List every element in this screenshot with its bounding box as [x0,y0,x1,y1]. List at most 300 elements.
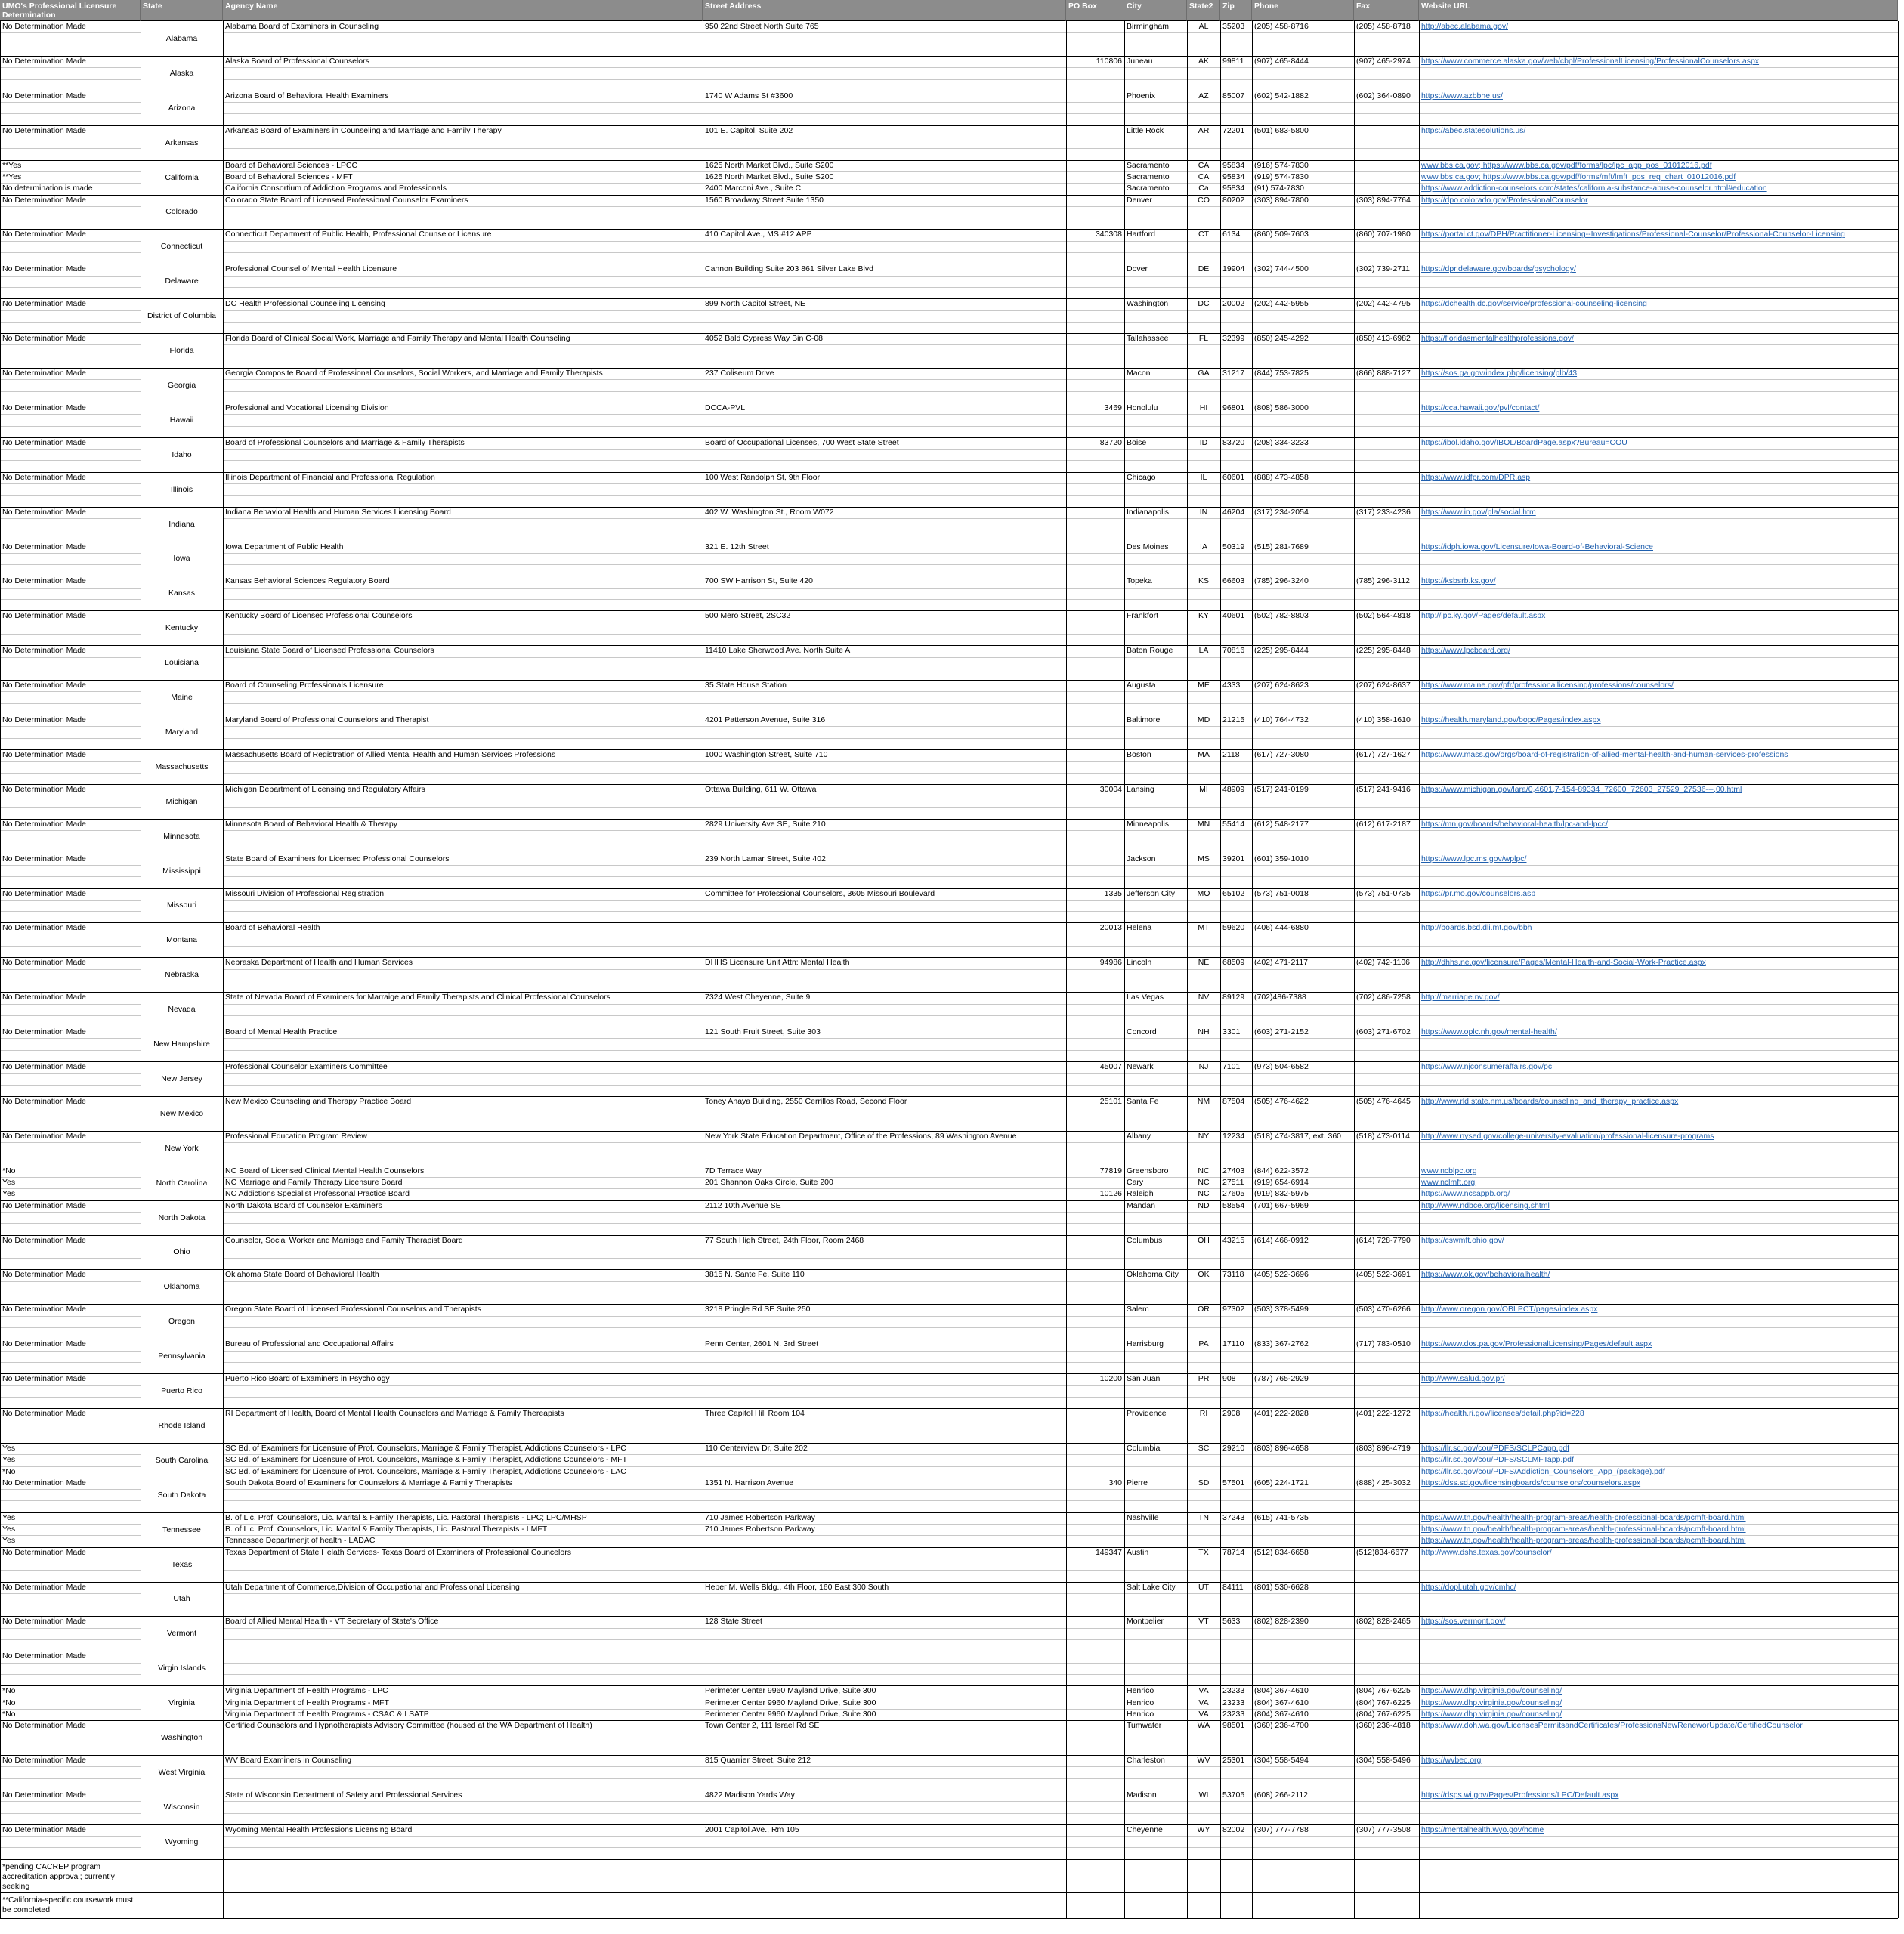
fax-cell: (804) 767-6225 [1356,1686,1411,1696]
website-url-cell[interactable]: http://www.dshs.texas.gov/counselor/ [1421,1547,1552,1557]
zip-cell: 78714 [1222,1547,1245,1557]
fax-cell: (888) 425-3032 [1356,1478,1411,1488]
header-state: State [141,0,223,21]
street-address-cell: Town Center 2, 111 Israel Rd SE [705,1721,820,1731]
street-address-cell: 1625 North Market Blvd., Suite S200 [705,160,834,170]
determination-cell: No Determination Made [2,472,86,482]
zip-cell: 95834 [1222,160,1245,170]
state-code-cell: OR [1198,1305,1210,1315]
website-url-cell[interactable]: http://abec.alabama.gov/ [1421,22,1508,31]
phone-cell: (205) 458-8716 [1254,22,1309,31]
row-divider [0,252,141,253]
state-code-cell: NJ [1198,1062,1209,1071]
agency-name-cell: Massachusetts Board of Registration of Allied Mental Health and Human Services Professions [225,749,556,759]
row-divider [223,1778,1898,1779]
website-url-cell[interactable]: www.bbs.ca.gov; https://www.bbs.ca.gov/pdf/forms/mft/lmft_pos_req_chart_01012016.pdf [1421,171,1736,181]
website-url-cell[interactable]: https://www.idfpr.com/DPR.asp [1421,472,1531,482]
agency-name-cell: Virginia Department of Health Programs - LPC [225,1686,388,1696]
state-code-cell: MI [1199,784,1208,794]
row-divider [223,322,1898,323]
phone-cell: (202) 442-5955 [1254,299,1309,309]
city-cell: Jefferson City [1127,888,1175,898]
row-divider [0,553,141,554]
website-url-cell[interactable]: https://www.maine.gov/pfr/professionallicensing/professions/counselors/ [1421,681,1674,690]
agency-name-cell: NC Marriage and Family Therapy Licensure Board [225,1178,403,1187]
website-url-cell[interactable]: https://www.in.gov/pla/social.htm [1421,507,1536,517]
website-url-cell[interactable]: https://www.lpcboard.org/ [1421,646,1510,656]
row-divider [223,252,1898,253]
zip-cell: 2118 [1222,749,1240,759]
city-cell: Baltimore [1127,715,1161,724]
determination-cell: No Determination Made [2,993,86,1003]
website-url-cell[interactable]: https://cswmft.ohio.gov/ [1421,1235,1504,1245]
row-divider [0,1489,141,1490]
fax-cell: (505) 476-4645 [1356,1096,1411,1106]
agency-name-cell: Nebraska Department of Health and Human Services [225,958,413,968]
determination-cell: No Determination Made [2,1200,86,1210]
row-divider [0,1015,141,1016]
city-cell: Boston [1127,749,1151,759]
website-url-cell[interactable]: https://www.michigan.gov/lara/0,4601,7-154-89334_72600_72603_27529_27536---,00.html [1421,784,1742,794]
state-cell: South Carolina [155,1455,209,1465]
website-url-cell[interactable]: https://www.commerce.alaska.gov/web/cbpl/ProfessionalLicensing/ProfessionalCounselors.aspx [1421,56,1760,66]
state-cell: New York [165,1143,199,1153]
state-cell: Missouri [166,901,197,910]
website-url-cell[interactable]: www.ncblpc.org [1421,1166,1477,1176]
determination-cell: No Determination Made [2,611,86,621]
phone-cell: (515) 281-7689 [1254,542,1309,551]
website-url-cell[interactable]: https://www.azbbhe.us/ [1421,91,1503,100]
determination-cell: No Determination Made [2,1478,86,1488]
state-cell: Georgia [167,380,196,390]
website-url-cell[interactable]: https://dchealth.dc.gov/service/professional-counseling-licensing [1421,299,1647,309]
website-url-cell[interactable]: https://llr.sc.gov/cou/PDFS/SCLPCapp.pdf [1421,1443,1570,1453]
website-url-cell[interactable]: https://floridasmentalhealthprofessions.gov/ [1421,334,1574,344]
agency-name-cell: Board of Allied Mental Health - VT Secretary of State's Office [225,1617,439,1627]
state-code-cell: NH [1198,1027,1210,1037]
phone-cell: (860) 509-7603 [1254,230,1309,239]
city-cell: Sacramento [1127,171,1170,181]
phone-cell: (512) 834-6658 [1254,1547,1309,1557]
row-divider [0,379,141,380]
state-cell: Montana [166,935,197,945]
city-cell: Raleigh [1127,1189,1154,1199]
fax-cell: (405) 522-3691 [1356,1270,1411,1280]
phone-cell: (360) 236-4700 [1254,1721,1309,1731]
website-url-cell[interactable]: https://llr.sc.gov/cou/PDFS/SCLMFTapp.pdf [1421,1455,1574,1465]
phone-cell: (888) 473-4858 [1254,472,1309,482]
po-box-cell: 1335 [1104,888,1122,898]
street-address-cell: 1560 Broadway Street Suite 1350 [705,195,824,205]
determination-cell: No Determination Made [2,542,86,551]
state-cell: North Dakota [158,1213,206,1222]
row-divider [223,206,1898,207]
state-cell: Minnesota [163,831,200,841]
website-url-cell[interactable]: https://www.dhp.virginia.gov/counseling/ [1421,1709,1562,1719]
website-url-cell[interactable]: https://mn.gov/boards/behavioral-health/lpc-and-lpcc/ [1421,819,1608,829]
street-address-cell: 500 Mero Street, 2SC32 [705,611,791,621]
website-url-cell[interactable]: http://www.nysed.gov/college-university-evaluation/professional-licensure-programs [1421,1131,1714,1141]
agency-name-cell: Maryland Board of Professional Counselors and Therapist [225,715,429,724]
website-url-cell[interactable]: https://www.njconsumeraffairs.gov/pc [1421,1062,1553,1071]
website-url-cell[interactable]: https://llr.sc.gov/cou/PDFS/Addiction_Counselors_App_(package).pdf [1421,1466,1665,1476]
group-divider [0,1892,1898,1893]
state-code-cell: DE [1198,264,1210,274]
row-divider [0,1212,141,1213]
row-divider [223,564,1898,565]
agency-name-cell: California Consortium of Addiction Programs and Professionals [225,184,447,193]
city-cell: Denver [1127,195,1152,205]
website-url-cell[interactable]: https://dopl.utah.gov/cmhc/ [1421,1582,1516,1592]
po-box-cell: 3469 [1104,403,1122,412]
street-address-cell: DCCA-PVL [705,403,746,412]
row-divider [0,703,141,704]
website-url-cell[interactable]: https://ibol.idaho.gov/IBOL/BoardPage.aspx?Bureau=COU [1421,437,1627,447]
zip-cell: 25301 [1222,1756,1245,1765]
row-divider [0,1639,141,1640]
fax-cell: (785) 296-3112 [1356,576,1411,586]
row-divider [0,1050,141,1051]
row-divider [223,1015,1898,1016]
state-code-cell: IA [1200,542,1207,551]
city-cell: Newark [1127,1062,1154,1071]
phone-cell: (402) 471-2117 [1254,958,1309,968]
state-code-cell: AL [1198,22,1209,31]
zip-cell: 19904 [1222,264,1245,274]
column-divider [1419,21,1420,1918]
state-cell: West Virginia [158,1767,206,1777]
state-cell: Texas [171,1559,193,1569]
row-divider [223,287,1898,288]
phone-cell: (801) 530-6628 [1254,1582,1309,1592]
row-divider [0,1281,141,1282]
determination-cell: No Determination Made [2,299,86,309]
city-cell: Cheyenne [1127,1824,1163,1834]
phone-cell: (517) 241-0199 [1254,784,1309,794]
determination-cell: No Determination Made [2,1096,86,1106]
row-divider [223,657,1898,658]
phone-cell: (91) 574-7830 [1254,184,1304,193]
website-url-cell[interactable]: https://www.addiction-counselors.com/states/california-substance-abuse-counselor.html#education [1421,184,1767,193]
determination-cell: No Determination Made [2,681,86,690]
determination-cell: No Determination Made [2,369,86,378]
website-url-cell[interactable]: https://www.tn.gov/health/health-program-areas/health-professional-boards/pcmft-board.html [1421,1525,1746,1534]
determination-cell: Yes [2,1525,16,1534]
website-url-cell[interactable]: http://dhhs.ne.gov/licensure/Pages/Mental-Health-and-Social-Work-Practice.aspx [1421,958,1706,968]
state-cell: Nebraska [165,970,199,980]
state-code-cell: DC [1198,299,1210,309]
row-divider [0,657,141,658]
state-code-cell: AZ [1198,91,1209,100]
website-url-cell[interactable]: http://www.rld.state.nm.us/boards/counseling_and_therapy_practice.aspx [1421,1096,1679,1106]
row-divider [223,518,1898,519]
row-divider [223,726,1898,727]
determination-cell: No Determination Made [2,1027,86,1037]
website-url-cell[interactable]: https://abec.statesolutions.us/ [1421,125,1526,135]
city-cell: Washington [1127,299,1169,309]
state-cell: Iowa [173,554,190,564]
row-divider [223,807,1898,808]
row-divider [223,1570,1898,1571]
city-cell: Columbus [1127,1235,1163,1245]
state-code-cell: ME [1198,681,1210,690]
state-cell: Idaho [172,450,192,459]
row-divider [223,79,1898,80]
website-url-cell[interactable]: https://sos.ga.gov/index.php/licensing/plb/43 [1421,369,1578,378]
state-cell: Vermont [166,1629,197,1639]
determination-cell: No Determination Made [2,958,86,968]
street-address-cell: 7324 West Cheyenne, Suite 9 [705,993,811,1003]
row-divider [223,703,1898,704]
state-cell: Arizona [168,103,196,113]
street-address-cell: Three Capitol Hill Room 104 [705,1409,805,1418]
agency-name-cell: Minnesota Board of Behavioral Health & Therapy [225,819,398,829]
row-divider [223,1489,1898,1490]
zip-cell: 27511 [1222,1178,1244,1187]
website-url-cell[interactable]: https://www.doh.wa.gov/LicensesPermitsandCertificates/ProfessionsNewReneworUpdate/CertifiedCounselor [1421,1721,1803,1731]
state-cell: Illinois [170,484,193,494]
agency-name-cell: Board of Behavioral Sciences - MFT [225,171,353,181]
row-divider [223,1351,1898,1352]
street-address-cell: Heber M. Wells Bldg., 4th Floor, 160 East 300 South [705,1582,889,1592]
row-divider [0,599,141,600]
website-url-cell[interactable]: https://www.mass.gov/orgs/board-of-registration-of-allied-mental-health-and-human-services-professions [1421,749,1788,759]
street-address-cell: Board of Occupational Licenses, 700 West State Street [705,437,899,447]
city-cell: Des Moines [1127,542,1169,551]
row-divider [223,32,1898,33]
website-url-cell[interactable]: https://dpr.delaware.gov/boards/psychology/ [1421,264,1576,274]
row-divider [0,344,141,345]
determination-cell: No Determination Made [2,1235,86,1245]
phone-cell: (612) 548-2177 [1254,819,1309,829]
determination-cell: No Determination Made [2,1651,86,1661]
row-divider [0,830,141,831]
street-address-cell: 3218 Pringle Rd SE Suite 250 [705,1305,811,1315]
website-url-cell[interactable]: https://www.dhp.virginia.gov/counseling/ [1421,1686,1562,1696]
determination-cell: No Determination Made [2,715,86,724]
row-divider [0,32,141,33]
row-divider [223,553,1898,554]
fax-cell: (617) 727-1627 [1356,749,1411,759]
determination-cell: Yes [2,1455,16,1465]
zip-cell: 82002 [1222,1824,1245,1834]
agency-name-cell: Board of Counseling Professionals Licensure [225,681,384,690]
website-url-cell[interactable]: http://www.salud.gov.pr/ [1421,1374,1505,1384]
website-url-cell[interactable]: https://idph.iowa.gov/Licensure/Iowa-Board-of-Behavioral-Science [1421,542,1653,551]
agency-name-cell: Missouri Division of Professional Registration [225,888,385,898]
zip-cell: 43215 [1222,1235,1245,1245]
po-box-cell: 20013 [1099,923,1122,933]
website-url-cell[interactable]: https://www.lpc.ms.gov/wplpc/ [1421,854,1527,864]
zip-cell: 12234 [1222,1131,1245,1141]
street-address-cell: 2001 Capitol Ave., Rm 105 [705,1824,799,1834]
agency-name-cell: SC Bd. of Examiners for Licensure of Prof. Counselors, Marriage & Family Therapist, Addictions Counselors - LAC [225,1466,626,1476]
city-cell: Las Vegas [1127,993,1164,1003]
phone-cell: (907) 465-8444 [1254,56,1309,66]
po-box-cell: 149347 [1095,1547,1122,1557]
row-divider [0,1801,141,1802]
state-code-cell: MO [1197,888,1210,898]
row-divider [223,946,1898,947]
agency-name-cell: North Dakota Board of Counselor Examiners [225,1200,382,1210]
row-divider [223,379,1898,380]
row-divider [0,1847,141,1848]
state-code-cell: GA [1198,369,1210,378]
state-cell: Ohio [173,1247,190,1257]
row-divider [223,1038,1898,1039]
street-address-cell: 899 North Capitol Street, NE [705,299,806,309]
zip-cell: 83720 [1222,437,1245,447]
street-address-cell: New York State Education Department, Office of the Professions, 89 Washington Avenue [705,1131,1017,1141]
row-divider [0,900,141,901]
state-code-cell: SD [1198,1478,1210,1488]
phone-cell: (518) 474-3817, ext. 360 [1254,1131,1341,1141]
website-url-cell[interactable]: https://www.dhp.virginia.gov/counseling/ [1421,1698,1562,1707]
row-divider [223,1316,1898,1317]
fax-cell: (866) 888-7127 [1356,369,1411,378]
determination-cell: No Determination Made [2,334,86,344]
phone-cell: (614) 466-0912 [1254,1235,1309,1245]
row-divider [223,113,1898,114]
phone-cell: (410) 764-4732 [1254,715,1309,724]
website-url-cell[interactable]: https://sos.vermont.gov/ [1421,1617,1506,1627]
header-zip: Zip [1220,0,1252,21]
row-divider [223,691,1898,692]
website-url-cell[interactable]: http://marriage.nv.gov/ [1421,993,1500,1003]
website-url-cell[interactable]: www.bbs.ca.gov; https://www.bbs.ca.gov/pdf/forms/lpc/lpc_app_pos_01012016.pdf [1421,160,1712,170]
zip-cell: 17110 [1222,1339,1244,1349]
website-url-cell[interactable]: https://www.oplc.nh.gov/mental-health/ [1421,1027,1557,1037]
city-cell: Harrisburg [1127,1339,1164,1349]
website-url-cell[interactable]: https://www.tn.gov/health/health-program-areas/health-professional-boards/pcmft-board.html [1421,1512,1746,1522]
phone-cell: (850) 245-4292 [1254,334,1309,344]
zip-cell: 80202 [1222,195,1245,205]
zip-cell: 58554 [1222,1200,1245,1210]
column-divider [1124,21,1125,1918]
website-url-cell[interactable]: http://www.oregon.gov/OBLPCT/pages/index.aspx [1421,1305,1598,1315]
determination-cell: No Determination Made [2,230,86,239]
agency-name-cell: Illinois Department of Financial and Professional Regulation [225,472,435,482]
phone-cell: (785) 296-3240 [1254,576,1309,586]
website-url-cell[interactable]: https://portal.ct.gov/DPH/Practitioner-Licensing--Investigations/Professional-Counselor/Professional-Counselor-Licensing [1421,230,1845,239]
website-url-cell[interactable]: https://pr.mo.gov/counselors.asp [1421,888,1536,898]
street-address-cell: 700 SW Harrison St, Suite 420 [705,576,813,586]
city-cell: Pierre [1127,1478,1148,1488]
website-url-cell[interactable]: https://health.maryland.gov/bopc/Pages/index.aspx [1421,715,1601,724]
phone-cell: (787) 765-2929 [1254,1374,1309,1384]
determination-cell: No Determination Made [2,1617,86,1627]
agency-name-cell: Alabama Board of Examiners in Counseling [225,22,379,31]
determination-cell: *No [2,1709,16,1719]
website-url-cell[interactable]: http://www.ndbce.org/licensing.shtml [1421,1200,1550,1210]
zip-cell: 95834 [1222,184,1245,193]
row-divider [223,1847,1898,1848]
zip-cell: 70816 [1222,646,1245,656]
zip-cell: 908 [1222,1374,1236,1384]
website-url-cell[interactable]: https://www.dos.pa.gov/ProfessionalLicensing/Pages/default.aspx [1421,1339,1652,1349]
row-divider [0,865,141,866]
row-divider [0,1004,141,1005]
fax-cell: (602) 364-0890 [1356,91,1411,100]
agency-name-cell: Professional Counselor Examiners Committee [225,1062,388,1071]
state-code-cell: TX [1198,1547,1209,1557]
state-cell: Alabama [165,33,198,43]
street-address-cell: 1000 Washington Street, Suite 710 [705,749,828,759]
determination-cell: No Determination Made [2,22,86,31]
zip-cell: 73118 [1222,1270,1244,1280]
row-divider [223,1674,1898,1675]
website-url-cell[interactable]: https://cca.hawaii.gov/pvl/contact/ [1421,403,1540,412]
website-url-cell[interactable]: www.nclmft.org [1421,1178,1476,1187]
website-url-cell[interactable]: https://ksbsrb.ks.gov/ [1421,576,1496,586]
zip-cell: 85007 [1222,91,1245,100]
state-code-cell: MD [1197,715,1210,724]
determination-cell: Yes [2,1178,16,1187]
website-url-cell[interactable]: https://dsps.wi.gov/Pages/Professions/LPC/Default.aspx [1421,1790,1619,1800]
phone-cell: (603) 271-2152 [1254,1027,1309,1037]
agency-name-cell: State Board of Examiners for Licensed Professional Counselors [225,854,450,864]
city-cell: Henrico [1127,1709,1154,1719]
row-divider [223,1004,1898,1005]
zip-cell: 27605 [1222,1189,1245,1199]
state-cell: Puerto Rico [161,1386,202,1396]
zip-cell: 68509 [1222,958,1245,968]
website-url-cell[interactable]: https://dpo.colorado.gov/ProfessionalCounselor [1421,195,1588,205]
row-divider [223,310,1898,311]
po-box-cell: 94986 [1099,958,1122,968]
website-url-cell[interactable]: https://mentalhealth.wyo.gov/home [1421,1824,1544,1834]
agency-name-cell: Connecticut Department of Public Health, Professional Counselor Licensure [225,230,492,239]
agency-name-cell: Board of Behavioral Health [225,923,320,933]
website-url-cell[interactable]: https://www.tn.gov/health/health-program-areas/health-professional-boards/pcmft-board.html [1421,1536,1746,1546]
determination-cell: **Yes [2,171,22,181]
website-url-cell[interactable]: https://www.ok.gov/behavioralhealth/ [1421,1270,1550,1280]
street-address-cell: 710 James Robertson Parkway [705,1525,815,1534]
determination-cell: No Determination Made [2,784,86,794]
row-divider [0,241,141,242]
website-url-cell[interactable]: https://dss.sd.gov/licensingboards/counselors/counselors.aspx [1421,1478,1641,1488]
row-divider [223,495,1898,496]
state-code-cell: NC [1198,1189,1210,1199]
row-divider [223,414,1898,415]
determination-cell: No Determination Made [2,1305,86,1315]
row-divider [0,1258,141,1259]
street-address-cell: Perimeter Center 9960 Mayland Drive, Suite 300 [705,1698,876,1707]
website-url-cell[interactable]: https://www.ncsappb.org/ [1421,1189,1510,1199]
website-url-cell[interactable]: http://boards.bsd.dli.mt.gov/bbh [1421,923,1532,933]
city-cell: Henrico [1127,1698,1154,1707]
state-code-cell: VA [1198,1686,1209,1696]
determination-cell: No Determination Made [2,646,86,656]
website-url-cell[interactable]: https://health.ri.gov/licenses/detail.php?id=228 [1421,1409,1584,1418]
determination-cell: No Determination Made [2,576,86,586]
phone-cell: (401) 222-2828 [1254,1409,1309,1418]
header-po-box: PO Box [1066,0,1124,21]
website-url-cell[interactable]: https://wvbec.org [1421,1756,1482,1765]
footnote: **California-specific coursework must be completed [2,1895,134,1914]
agency-name-cell: SC Bd. of Examiners for Licensure of Prof. Counselors, Marriage & Family Therapist, Addictions Counselors - LPC [225,1443,626,1453]
row-divider [0,148,141,149]
street-address-cell: 410 Capitol Ave., MS #12 APP [705,230,812,239]
row-divider [223,1258,1898,1259]
website-url-cell[interactable]: http://lpc.ky.gov/Pages/default.aspx [1421,611,1546,621]
phone-cell: (502) 782-8803 [1254,611,1309,621]
row-divider [0,1073,141,1074]
state-cell: New Mexico [159,1108,204,1118]
fax-cell: (202) 442-4795 [1356,299,1411,309]
row-divider [223,391,1898,392]
zip-cell: 60601 [1222,472,1245,482]
